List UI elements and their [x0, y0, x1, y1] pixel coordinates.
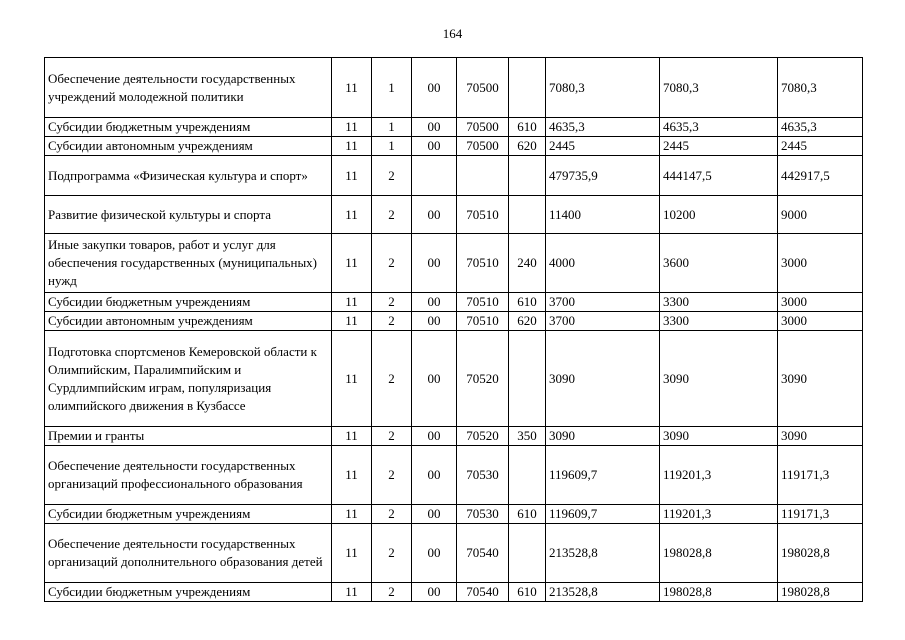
- razdel-cell: 11: [332, 196, 372, 234]
- table-row: [45, 58, 863, 118]
- razdel-cell: 11: [332, 524, 372, 583]
- table-row: [45, 118, 863, 137]
- program-cell: 00: [412, 137, 457, 156]
- year1-value: 479735,9: [546, 156, 660, 196]
- year2-value: 3090: [660, 427, 778, 446]
- year2-value: 3600: [660, 234, 778, 293]
- podrazdel-cell: 2: [372, 156, 412, 196]
- podrazdel-cell: 2: [372, 196, 412, 234]
- vid-cell: 610: [509, 293, 546, 312]
- program-cell: 00: [412, 293, 457, 312]
- podrazdel-cell: 1: [372, 58, 412, 118]
- podrazdel-cell: 1: [372, 137, 412, 156]
- razdel-cell: 11: [332, 505, 372, 524]
- year1-value: 11400: [546, 196, 660, 234]
- table-row: [45, 312, 863, 331]
- year2-value: 10200: [660, 196, 778, 234]
- vid-cell: [509, 156, 546, 196]
- razdel-cell: 11: [332, 427, 372, 446]
- table-row: [45, 293, 863, 312]
- table-row: [45, 196, 863, 234]
- year2-value: 119201,3: [660, 446, 778, 505]
- razdel-cell: 11: [332, 137, 372, 156]
- code-cell: [457, 156, 509, 196]
- year2-value: 3090: [660, 331, 778, 427]
- year3-value: 442917,5: [778, 156, 863, 196]
- year3-value: 3000: [778, 293, 863, 312]
- code-cell: 70520: [457, 427, 509, 446]
- podrazdel-cell: 2: [372, 293, 412, 312]
- row-name: Субсидии бюджетным учреждениям: [45, 505, 332, 524]
- program-cell: 00: [412, 427, 457, 446]
- row-name: Субсидии бюджетным учреждениям: [45, 583, 332, 602]
- year3-value: 7080,3: [778, 58, 863, 118]
- row-name: Развитие физической культуры и спорта: [45, 196, 332, 234]
- year3-value: 3000: [778, 312, 863, 331]
- year3-value: 3000: [778, 234, 863, 293]
- year2-value: 7080,3: [660, 58, 778, 118]
- year1-value: 3700: [546, 293, 660, 312]
- row-name: Подготовка спортсменов Кемеровской области к Олимпийским, Паралимпийским и Сурдлимпийским играм, популяризация олимпийского движения в Кузбассе: [45, 331, 332, 427]
- year3-value: 3090: [778, 331, 863, 427]
- program-cell: 00: [412, 524, 457, 583]
- podrazdel-cell: 2: [372, 446, 412, 505]
- year3-value: 4635,3: [778, 118, 863, 137]
- razdel-cell: 11: [332, 156, 372, 196]
- year2-value: 198028,8: [660, 583, 778, 602]
- row-name: Иные закупки товаров, работ и услуг для обеспечения государственных (муниципальных) нужд: [45, 234, 332, 293]
- program-cell: 00: [412, 446, 457, 505]
- razdel-cell: 11: [332, 331, 372, 427]
- year3-value: 198028,8: [778, 524, 863, 583]
- code-cell: 70510: [457, 312, 509, 331]
- program-cell: 00: [412, 196, 457, 234]
- code-cell: 70500: [457, 58, 509, 118]
- razdel-cell: 11: [332, 312, 372, 331]
- podrazdel-cell: 2: [372, 583, 412, 602]
- row-name: Обеспечение деятельности государственных организаций профессионального образования: [45, 446, 332, 505]
- program-cell: 00: [412, 583, 457, 602]
- year2-value: 4635,3: [660, 118, 778, 137]
- vid-cell: 610: [509, 118, 546, 137]
- code-cell: 70500: [457, 137, 509, 156]
- razdel-cell: 11: [332, 234, 372, 293]
- page-number: 164: [442, 26, 463, 41]
- program-cell: 00: [412, 505, 457, 524]
- table-row: [45, 234, 863, 293]
- table-row: [45, 427, 863, 446]
- year3-value: 2445: [778, 137, 863, 156]
- year1-value: 3090: [546, 331, 660, 427]
- year3-value: 119171,3: [778, 446, 863, 505]
- year2-value: 3300: [660, 293, 778, 312]
- year2-value: 444147,5: [660, 156, 778, 196]
- code-cell: 70510: [457, 293, 509, 312]
- table-row: [45, 137, 863, 156]
- program-cell: 00: [412, 118, 457, 137]
- razdel-cell: 11: [332, 583, 372, 602]
- year1-value: 2445: [546, 137, 660, 156]
- year3-value: 9000: [778, 196, 863, 234]
- year1-value: 3700: [546, 312, 660, 331]
- year1-value: 7080,3: [546, 58, 660, 118]
- vid-cell: [509, 58, 546, 118]
- code-cell: 70520: [457, 331, 509, 427]
- vid-cell: 610: [509, 505, 546, 524]
- program-cell: 00: [412, 312, 457, 331]
- code-cell: 70510: [457, 234, 509, 293]
- podrazdel-cell: 2: [372, 331, 412, 427]
- row-name: Обеспечение деятельности государственных учреждений молодежной политики: [45, 58, 332, 118]
- razdel-cell: 11: [332, 293, 372, 312]
- podrazdel-cell: 1: [372, 118, 412, 137]
- code-cell: 70540: [457, 583, 509, 602]
- podrazdel-cell: 2: [372, 524, 412, 583]
- row-name: Обеспечение деятельности государственных организаций дополнительного образования детей: [45, 524, 332, 583]
- year2-value: 3300: [660, 312, 778, 331]
- razdel-cell: 11: [332, 446, 372, 505]
- year1-value: 119609,7: [546, 505, 660, 524]
- year2-value: 2445: [660, 137, 778, 156]
- vid-cell: [509, 446, 546, 505]
- program-cell: [412, 156, 457, 196]
- row-name: Субсидии бюджетным учреждениям: [45, 118, 332, 137]
- year2-value: 119201,3: [660, 505, 778, 524]
- vid-cell: [509, 524, 546, 583]
- table-row: [45, 331, 863, 427]
- year1-value: 3090: [546, 427, 660, 446]
- podrazdel-cell: 2: [372, 427, 412, 446]
- table-row: [45, 524, 863, 583]
- budget-table: [44, 57, 863, 602]
- year1-value: 119609,7: [546, 446, 660, 505]
- podrazdel-cell: 2: [372, 505, 412, 524]
- row-name: Субсидии автономным учреждениям: [45, 312, 332, 331]
- code-cell: 70500: [457, 118, 509, 137]
- year1-value: 4000: [546, 234, 660, 293]
- code-cell: 70530: [457, 505, 509, 524]
- vid-cell: 350: [509, 427, 546, 446]
- table-row: [45, 505, 863, 524]
- code-cell: 70510: [457, 196, 509, 234]
- vid-cell: 610: [509, 583, 546, 602]
- vid-cell: [509, 331, 546, 427]
- program-cell: 00: [412, 331, 457, 427]
- code-cell: 70530: [457, 446, 509, 505]
- vid-cell: 620: [509, 137, 546, 156]
- podrazdel-cell: 2: [372, 312, 412, 331]
- table-row: [45, 156, 863, 196]
- row-name: Субсидии автономным учреждениям: [45, 137, 332, 156]
- year2-value: 198028,8: [660, 524, 778, 583]
- table-row: [45, 446, 863, 505]
- razdel-cell: 11: [332, 118, 372, 137]
- year3-value: 3090: [778, 427, 863, 446]
- row-name: Подпрограмма «Физическая культура и спорт»: [45, 156, 332, 196]
- vid-cell: [509, 196, 546, 234]
- program-cell: 00: [412, 58, 457, 118]
- year1-value: 4635,3: [546, 118, 660, 137]
- podrazdel-cell: 2: [372, 234, 412, 293]
- program-cell: 00: [412, 234, 457, 293]
- row-name: Премии и гранты: [45, 427, 332, 446]
- year1-value: 213528,8: [546, 583, 660, 602]
- razdel-cell: 11: [332, 58, 372, 118]
- vid-cell: 240: [509, 234, 546, 293]
- vid-cell: 620: [509, 312, 546, 331]
- year3-value: 119171,3: [778, 505, 863, 524]
- table-row: [45, 583, 863, 602]
- year3-value: 198028,8: [778, 583, 863, 602]
- code-cell: 70540: [457, 524, 509, 583]
- row-name: Субсидии бюджетным учреждениям: [45, 293, 332, 312]
- year1-value: 213528,8: [546, 524, 660, 583]
